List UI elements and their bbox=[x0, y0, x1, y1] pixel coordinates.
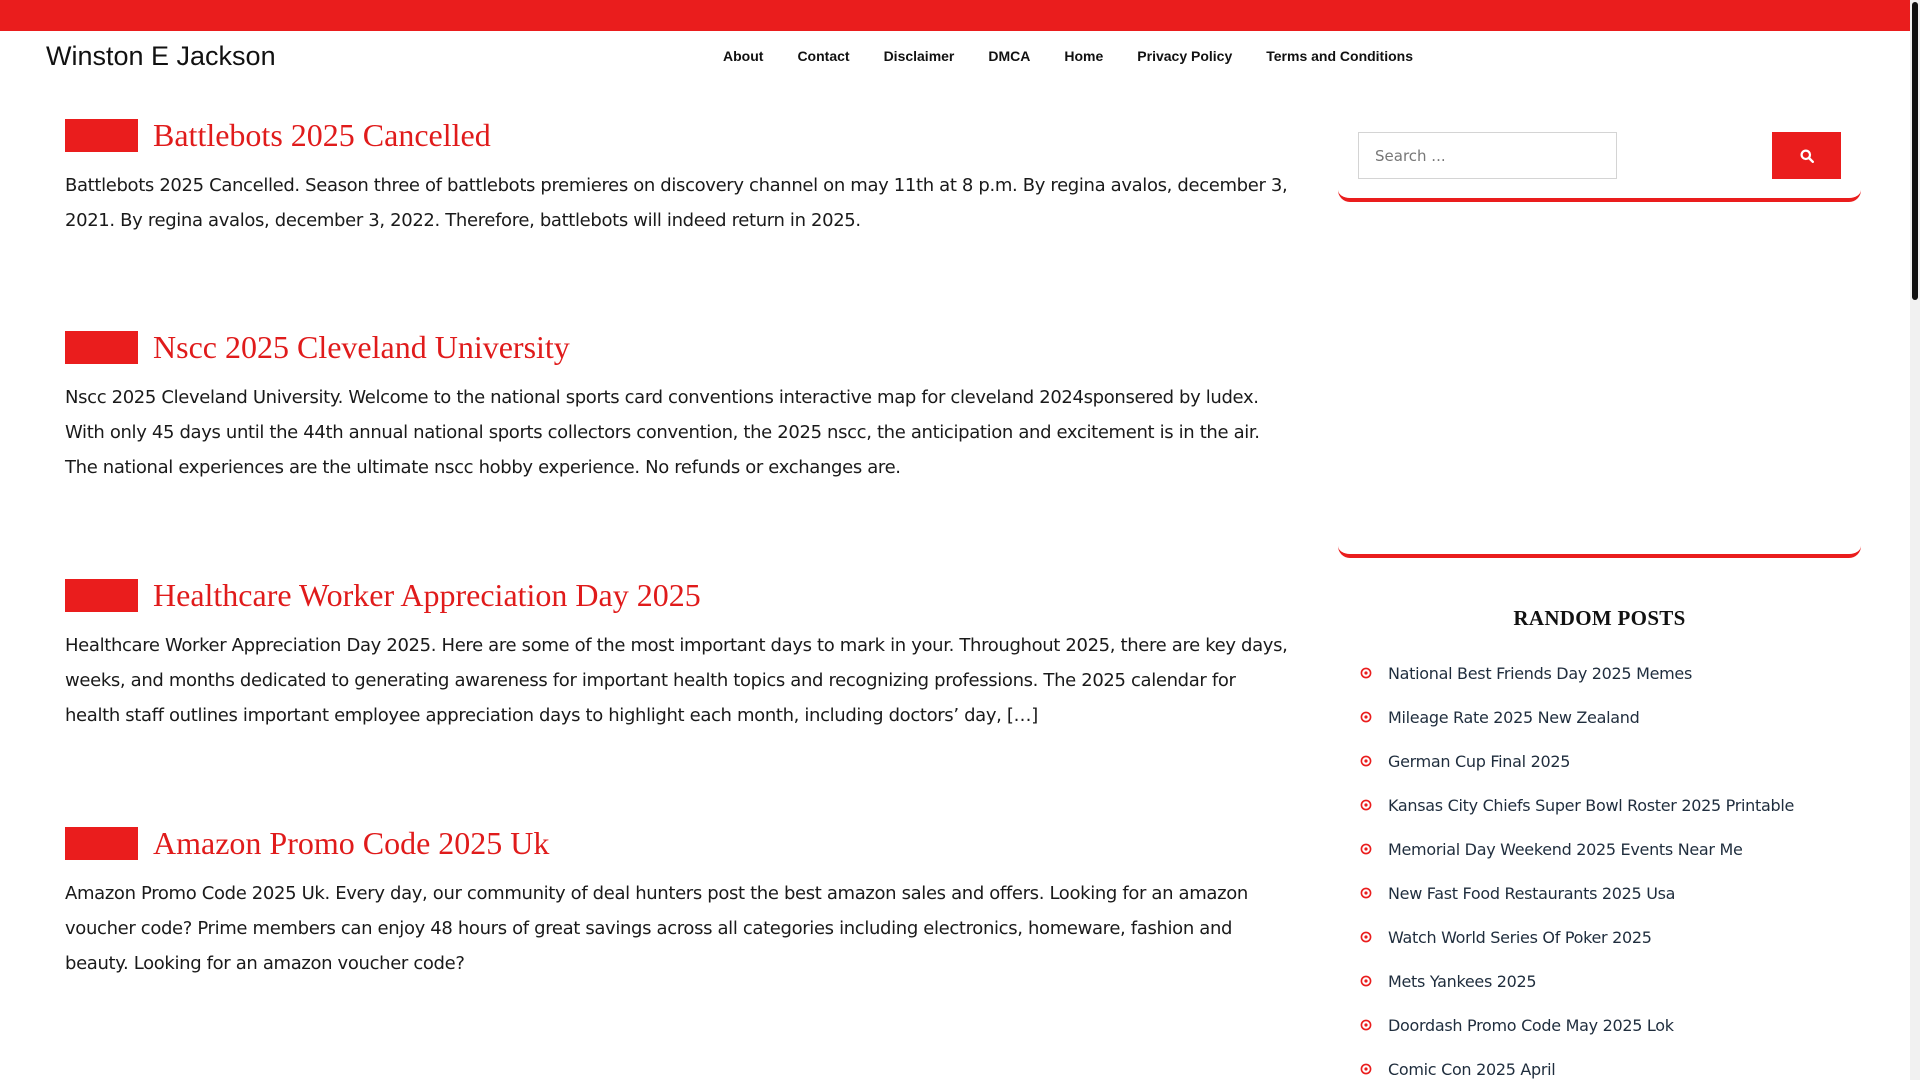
search-input[interactable] bbox=[1358, 132, 1617, 179]
circle-dot-icon bbox=[1360, 931, 1372, 943]
post-card bbox=[65, 818, 1290, 981]
circle-dot-icon bbox=[1360, 799, 1372, 811]
category-badge[interactable] bbox=[65, 579, 138, 612]
category-badge[interactable] bbox=[65, 827, 138, 860]
list-item bbox=[1338, 739, 1861, 783]
post-title[interactable]: Battlebots 2025 Cancelled bbox=[153, 117, 491, 153]
list-item bbox=[1338, 959, 1861, 1003]
nav-item-terms-and-conditions[interactable]: Terms and Conditions bbox=[1266, 48, 1413, 64]
search-icon bbox=[1800, 149, 1814, 163]
post-card bbox=[65, 322, 1290, 485]
nav-item-contact[interactable]: Contact bbox=[797, 48, 850, 64]
nav-item-privacy-policy[interactable]: Privacy Policy bbox=[1137, 48, 1233, 64]
list-item bbox=[1338, 871, 1861, 915]
circle-dot-icon bbox=[1360, 711, 1372, 723]
post-title[interactable]: Amazon Promo Code 2025 Uk bbox=[153, 825, 550, 861]
search-widget bbox=[1338, 110, 1861, 202]
random-post-link[interactable]: Doordash Promo Code May 2025 Lok bbox=[1388, 1015, 1674, 1035]
circle-dot-icon bbox=[1360, 887, 1372, 899]
circle-dot-icon bbox=[1360, 1019, 1372, 1031]
random-post-link[interactable]: Mets Yankees 2025 bbox=[1388, 971, 1537, 991]
primary-nav bbox=[706, 31, 1430, 81]
list-item bbox=[1338, 783, 1861, 827]
site-title[interactable]: Winston E Jackson bbox=[46, 41, 276, 71]
post-title[interactable]: Nscc 2025 Cleveland University bbox=[153, 329, 570, 365]
top-accent-bar bbox=[0, 0, 1910, 31]
circle-dot-icon bbox=[1360, 843, 1372, 855]
list-item bbox=[1338, 1003, 1861, 1047]
nav-item-dmca[interactable]: DMCA bbox=[988, 48, 1031, 64]
random-post-link[interactable]: German Cup Final 2025 bbox=[1388, 751, 1571, 771]
random-post-link[interactable]: Kansas City Chiefs Super Bowl Roster 2025 Printable bbox=[1388, 795, 1795, 815]
random-post-link[interactable]: Memorial Day Weekend 2025 Events Near Me bbox=[1388, 839, 1743, 859]
post-card bbox=[65, 110, 1290, 238]
circle-dot-icon bbox=[1360, 975, 1372, 987]
post-excerpt: Nscc 2025 Cleveland University. Welcome to the national sports card conventions interactive map for cleveland 2024sponsered by ludex. With only 45 days until the 44th annual national sports collectors convention, the 2025 nscc, the anticipation and excitement is in the air. The national experiences are the ultimate nscc hobby experience. No refunds or exchanges are. bbox=[65, 387, 1260, 478]
post-title[interactable]: Healthcare Worker Appreciation Day 2025 bbox=[153, 577, 701, 613]
category-badge[interactable] bbox=[65, 119, 138, 152]
post-excerpt: Amazon Promo Code 2025 Uk. Every day, our community of deal hunters post the best amazon sales and offers. Looking for an amazon voucher code? Prime members can enjoy 48 hours of great savings across all categories including electronics, homeware, fashion and beauty. Looking for an amazon voucher code? bbox=[65, 883, 1248, 974]
scrollbar-thumb[interactable] bbox=[1912, 2, 1918, 300]
search-button[interactable] bbox=[1772, 132, 1841, 179]
random-post-link[interactable]: National Best Friends Day 2025 Memes bbox=[1388, 663, 1692, 683]
post-excerpt: Healthcare Worker Appreciation Day 2025. Here are some of the most important days to mark in your. Throughout 2025, there are key days, weeks, and months dedicated to generating awareness for important health topics and recognizing professions. The 2025 calendar for health staff outlines important employee appreciation days to highlight each month, including doctors’ day, […] bbox=[65, 635, 1288, 726]
circle-dot-icon bbox=[1360, 755, 1372, 767]
random-post-link[interactable]: Comic Con 2025 April bbox=[1388, 1059, 1556, 1079]
page-scrollbar[interactable] bbox=[1910, 0, 1920, 1080]
list-item bbox=[1338, 827, 1861, 871]
nav-item-home[interactable]: Home bbox=[1064, 48, 1104, 64]
ad-widget bbox=[1338, 202, 1861, 558]
list-item bbox=[1338, 1047, 1861, 1091]
random-posts-list bbox=[1338, 651, 1861, 1091]
random-post-link[interactable]: Watch World Series Of Poker 2025 bbox=[1388, 927, 1652, 947]
nav-item-disclaimer[interactable]: Disclaimer bbox=[883, 48, 955, 64]
nav-item-about[interactable]: About bbox=[723, 48, 764, 64]
random-post-link[interactable]: Mileage Rate 2025 New Zealand bbox=[1388, 707, 1640, 727]
random-post-link[interactable]: New Fast Food Restaurants 2025 Usa bbox=[1388, 883, 1676, 903]
post-excerpt: Battlebots 2025 Cancelled. Season three of battlebots premieres on discovery channel on may 11th at 8 p.m. By regina avalos, december 3, 2021. By regina avalos, december 3, 2022. Therefore, battlebots will indeed return in 2025. bbox=[65, 175, 1288, 231]
post-card bbox=[65, 570, 1290, 733]
sidebar bbox=[1338, 110, 1861, 1091]
circle-dot-icon bbox=[1360, 667, 1372, 679]
list-item bbox=[1338, 695, 1861, 739]
random-posts-title: RANDOM POSTS bbox=[1513, 606, 1686, 630]
list-item bbox=[1338, 915, 1861, 959]
site-header bbox=[0, 31, 1910, 81]
category-badge[interactable] bbox=[65, 331, 138, 364]
circle-dot-icon bbox=[1360, 1063, 1372, 1075]
list-item bbox=[1338, 651, 1861, 695]
